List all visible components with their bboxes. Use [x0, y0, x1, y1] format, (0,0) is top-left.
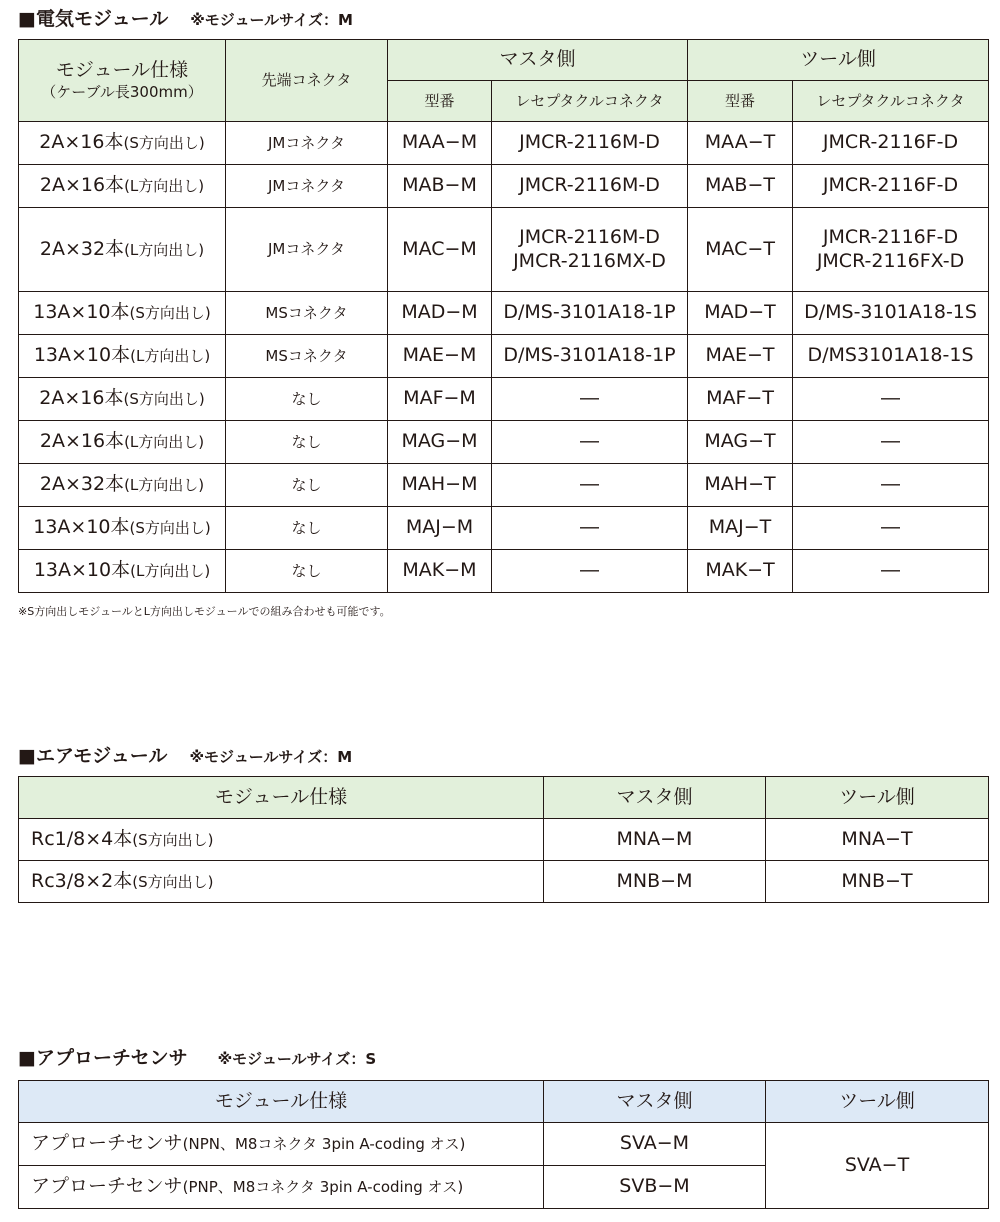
air-section-title: [18, 741, 352, 768]
sensor-table: [18, 1080, 989, 1209]
table-row: [19, 292, 989, 335]
air-master-model: MNB−M: [544, 861, 766, 903]
electric-footnote: ※S方向出しモジュールとL方向出しモジュールでの組み合わせも可能です。: [18, 605, 391, 618]
master-model-cell: MAJ−M: [388, 507, 492, 550]
connector-cell: なし: [226, 421, 388, 464]
connector-cell: MSコネクタ: [226, 335, 388, 378]
master-model-cell: MAA−M: [388, 122, 492, 165]
tool-model-cell: MAK−T: [688, 550, 793, 593]
header-module-spec: モジュール仕様 （ケーブル長300mm）: [19, 40, 226, 122]
sensor-spec-cell: アプローチセンサ(NPN、M8コネクタ 3pin A-coding オス): [19, 1123, 544, 1166]
master-receptacle-cell: D/MS-3101A18-1P: [492, 335, 688, 378]
sensor-master-model: SVA−M: [544, 1123, 766, 1166]
spec-cell: 2A×16本(L方向出し): [19, 165, 226, 208]
tool-receptacle-cell: JMCR-2116F-D: [793, 165, 989, 208]
tool-model-cell: MAH−T: [688, 464, 793, 507]
tool-model-cell: MAF−T: [688, 378, 793, 421]
sensor-size-note: ※モジュールサイズ：S: [217, 1050, 377, 1068]
spec-cell: 2A×16本(S方向出し): [19, 122, 226, 165]
master-receptacle-cell: ―: [492, 464, 688, 507]
master-receptacle-cell: ―: [492, 507, 688, 550]
sensor-section-title: [18, 1043, 376, 1070]
sensor-tool-model: SVA−T: [766, 1123, 989, 1209]
header-tool-model: 型番: [688, 81, 793, 122]
tool-receptacle-cell: ―: [793, 378, 989, 421]
air-spec-cell: Rc3/8×2本(S方向出し): [19, 861, 544, 903]
tool-receptacle-cell: ―: [793, 550, 989, 593]
air-header-tool: ツール側: [766, 777, 989, 819]
sensor-header-spec: モジュール仕様: [19, 1081, 544, 1123]
tool-receptacle-cell: D/MS3101A18-1S: [793, 335, 989, 378]
connector-cell: JMコネクタ: [226, 122, 388, 165]
sensor-spec-cell: アプローチセンサ(PNP、M8コネクタ 3pin A-coding オス): [19, 1166, 544, 1209]
master-model-cell: MAC−M: [388, 208, 492, 292]
sensor-master-model: SVB−M: [544, 1166, 766, 1209]
table-row: [19, 550, 989, 593]
electric-module-table: [18, 39, 989, 593]
air-header-spec: モジュール仕様: [19, 777, 544, 819]
tool-receptacle-cell: ―: [793, 507, 989, 550]
master-receptacle-cell: JMCR-2116M-D: [492, 122, 688, 165]
tool-model-cell: MAC−T: [688, 208, 793, 292]
air-size-note: ※モジュールサイズ：M: [189, 748, 353, 766]
electric-section-title: [18, 4, 353, 31]
spec-cell: 2A×32本(L方向出し): [19, 208, 226, 292]
table-row: [19, 165, 989, 208]
air-tool-model: MNA−T: [766, 819, 989, 861]
master-model-cell: MAE−M: [388, 335, 492, 378]
master-model-cell: MAG−M: [388, 421, 492, 464]
air-title: ■エアモジュール: [18, 745, 168, 767]
electric-size-note: ※モジュールサイズ：M: [190, 11, 353, 29]
connector-cell: なし: [226, 378, 388, 421]
spec-cell: 13A×10本(L方向出し): [19, 335, 226, 378]
spec-cell: 2A×16本(S方向出し): [19, 378, 226, 421]
sensor-header-master: マスタ側: [544, 1081, 766, 1123]
master-receptacle-cell: D/MS-3101A18-1P: [492, 292, 688, 335]
master-receptacle-cell: ―: [492, 421, 688, 464]
master-model-cell: MAK−M: [388, 550, 492, 593]
master-model-cell: MAD−M: [388, 292, 492, 335]
header-tool-side: ツール側: [688, 40, 989, 81]
tool-model-cell: MAG−T: [688, 421, 793, 464]
master-receptacle-cell: JMCR-2116M-D: [492, 165, 688, 208]
header-master-receptacle: レセプタクルコネクタ: [492, 81, 688, 122]
table-row: [19, 464, 989, 507]
tool-model-cell: MAJ−T: [688, 507, 793, 550]
header-master-side: マスタ側: [388, 40, 688, 81]
table-row: [19, 122, 989, 165]
tool-receptacle-cell: JMCR-2116F-D: [793, 122, 989, 165]
tool-model-cell: MAB−T: [688, 165, 793, 208]
table-row: [19, 861, 989, 903]
master-receptacle-cell: JMCR-2116M-D JMCR-2116MX-D: [492, 208, 688, 292]
spec-cell: 2A×16本(L方向出し): [19, 421, 226, 464]
electric-title: ■電気モジュール: [18, 8, 169, 30]
header-master-model: 型番: [388, 81, 492, 122]
tool-model-cell: MAE−T: [688, 335, 793, 378]
table-row: [19, 421, 989, 464]
spec-cell: 13A×10本(L方向出し): [19, 550, 226, 593]
tool-model-cell: MAD−T: [688, 292, 793, 335]
connector-cell: JMコネクタ: [226, 208, 388, 292]
master-model-cell: MAF−M: [388, 378, 492, 421]
tool-model-cell: MAA−T: [688, 122, 793, 165]
table-row: [19, 208, 989, 292]
spec-cell: 13A×10本(S方向出し): [19, 292, 226, 335]
connector-cell: なし: [226, 464, 388, 507]
connector-cell: MSコネクタ: [226, 292, 388, 335]
table-row: [19, 378, 989, 421]
air-spec-cell: Rc1/8×4本(S方向出し): [19, 819, 544, 861]
connector-cell: なし: [226, 550, 388, 593]
sensor-title: ■アプローチセンサ: [18, 1047, 188, 1069]
table-row: [19, 1123, 989, 1166]
tool-receptacle-cell: JMCR-2116F-D JMCR-2116FX-D: [793, 208, 989, 292]
air-module-table: [18, 776, 989, 903]
sensor-header-tool: ツール側: [766, 1081, 989, 1123]
master-model-cell: MAH−M: [388, 464, 492, 507]
table-row: [19, 507, 989, 550]
air-tool-model: MNB−T: [766, 861, 989, 903]
table-row: [19, 335, 989, 378]
tool-receptacle-cell: ―: [793, 421, 989, 464]
spec-cell: 2A×32本(L方向出し): [19, 464, 226, 507]
spec-cell: 13A×10本(S方向出し): [19, 507, 226, 550]
connector-cell: JMコネクタ: [226, 165, 388, 208]
header-tool-receptacle: レセプタクルコネクタ: [793, 81, 989, 122]
tool-receptacle-cell: D/MS-3101A18-1S: [793, 292, 989, 335]
master-receptacle-cell: ―: [492, 550, 688, 593]
table-row: [19, 819, 989, 861]
master-receptacle-cell: ―: [492, 378, 688, 421]
header-connector: 先端コネクタ: [226, 40, 388, 122]
master-model-cell: MAB−M: [388, 165, 492, 208]
air-master-model: MNA−M: [544, 819, 766, 861]
tool-receptacle-cell: ―: [793, 464, 989, 507]
air-header-master: マスタ側: [544, 777, 766, 819]
connector-cell: なし: [226, 507, 388, 550]
